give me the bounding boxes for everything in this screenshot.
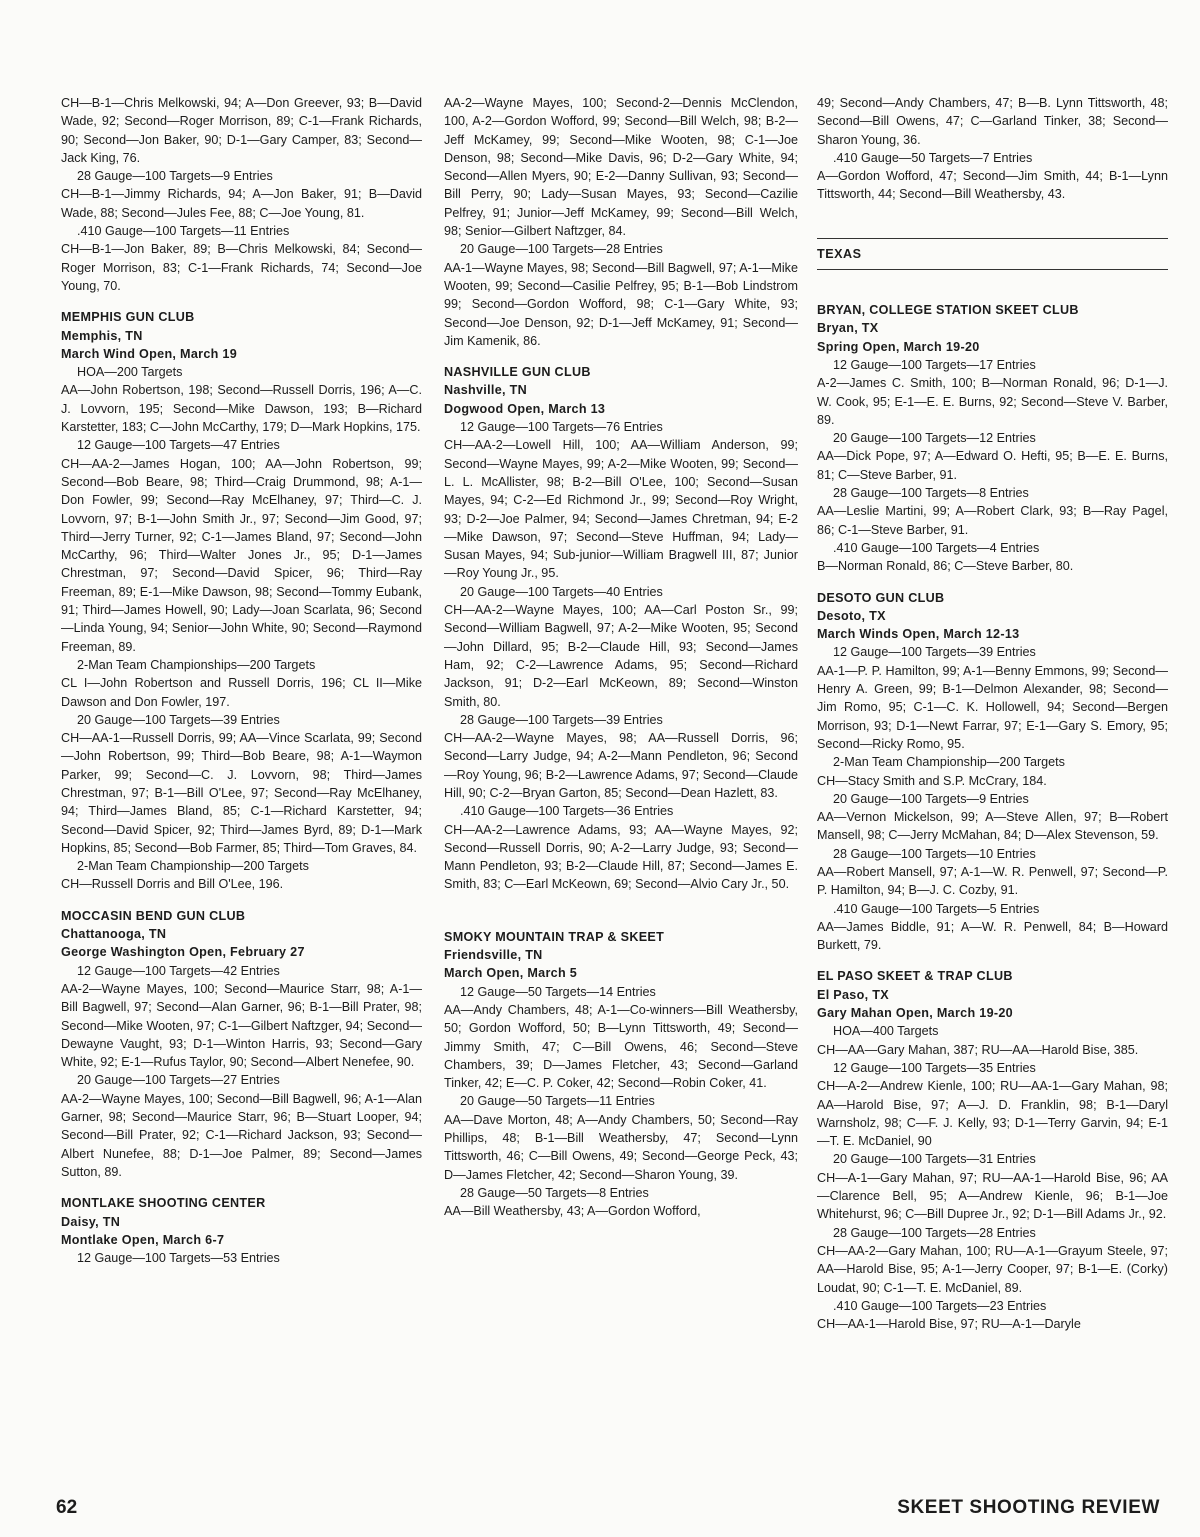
event-name: Montlake Open, March 6-7 (61, 1232, 225, 1247)
results-text: AA-1—P. P. Hamilton, 99; A-1—Benny Emmons, 99; Second—Henry A. Green, 99; B-1—Delmon Alexander, 98; Second—Jim Romo, 95; C-1—C. K. Hollowell, 94; Second—Bergen Morrison, 93; D-1—Newt Farrar, 97; E-1—Gary S. Emory, 95; Second—Ricky Romo, 95. (817, 663, 1168, 751)
event-gauge-heading: 12 Gauge—100 Targets—35 Entries (833, 1060, 1036, 1075)
event-gauge-heading: 20 Gauge—100 Targets—39 Entries (77, 712, 280, 727)
results-text: CH—AA-2—Lawrence Adams, 93; AA—Wayne Mayes, 92; Second—Russell Dorris, 90; A-2—Larry Judge, 93; Second—Mann Pendleton, 93; B-2—Claude Hill, 87; Second—James E. Smith, 83; C—Earl McKeown, 69; Second—Alvio Cary Jr., 50. (444, 822, 798, 892)
event-name: Gary Mahan Open, March 19-20 (817, 1006, 1013, 1021)
results-text: CH—AA-2—Lowell Hill, 100; AA—William Anderson, 99; Second—Wayne Mayes, 99; A-2—Mike Wooten, 99; Second—L. L. McAllister, 98; B-2—Bill O'Lee, 100; Second—Susan Mayes, 94; C-2—Ed Richmond Jr., 99; Second—Roy Wright, 93; D-2—Joe Palmer, 94; Second—James Chretman, 94; E-2—Mike Dawson, 97; Second—Steve Huffman, 94; Lady—Susan Mayes, 94; Sub-junior—William Bragwell III, 87; Junior—Roy Young Jr., 95. (444, 438, 798, 581)
event-gauge-heading: 12 Gauge—100 Targets—17 Entries (833, 357, 1036, 372)
event-gauge-heading: 20 Gauge—100 Targets—27 Entries (77, 1073, 280, 1088)
results-text: AA—Dave Morton, 48; A—Andy Chambers, 50; Second—Ray Phillips, 48; B-1—Bill Weathersby, 47; Second—Lynn Tittsworth, 46; C—Bill Owens, 49; Second—George Peck, 43; D—James Fletcher, 42; Second—Sharon Young, 39. (444, 1112, 798, 1182)
event-gauge-heading: .410 Gauge—100 Targets—36 Entries (460, 804, 674, 819)
results-text: CL I—John Robertson and Russell Dorris, 196; CL II—Mike Dawson and Don Fowler, 197. (61, 676, 422, 709)
event-gauge-heading: 28 Gauge—100 Targets—9 Entries (77, 169, 273, 184)
results-text: AA—James Biddle, 91; A—W. R. Penwell, 84; B—Howard Burkett, 79. (817, 919, 1168, 953)
event-gauge-heading: 12 Gauge—100 Targets—47 Entries (77, 438, 280, 453)
results-text: CH—B-1—Jimmy Richards, 94; A—Jon Baker, 91; B—David Wade, 88; Second—Jules Fee, 88; C—Joe Young, 81. (61, 187, 422, 220)
club-name: SMOKY MOUNTAIN TRAP & SKEET (444, 929, 665, 944)
results-text: AA—Dick Pope, 97; A—Edward O. Hefti, 95; B—E. E. Burns, 81; C—Steve Barber, 91. (817, 449, 1168, 482)
results-text: AA—Vernon Mickelson, 99; A—Steve Allen, 97; B—Robert Mansell, 98; C—Jerry McMahan, 84; D—Alex Stevenson, 59. (817, 810, 1168, 843)
results-text: AA—Andy Chambers, 48; A-1—Co-winners—Bill Weathersby, 50; Gordon Wofford, 50; B—Lynn Tittsworth, 49; Second—Jimmy Smith, 47; C—Bill Owens, 46; Second—Steve Chambers, 39; D—James Fletcher, 43; Second—Garland Tinker, 42; E—C. P. Coker, 42; Second—Robin Coker, 41. (444, 1002, 798, 1091)
event-gauge-heading: HOA—200 Targets (77, 365, 183, 380)
club-name: EL PASO SKEET & TRAP CLUB (817, 969, 1013, 984)
results-text: AA—Robert Mansell, 97; A-1—W. R. Penwell, 97; Second—P. P. Hamilton, 94; B—J. C. Cozby, 91. (817, 864, 1168, 898)
event-gauge-heading: HOA—400 Targets (833, 1024, 939, 1039)
results-text: AA—John Robertson, 198; Second—Russell Dorris, 196; A—C. J. Lovvorn, 195; Second—Mike Dawson, 193; B—Richard Karstetter, 183; C—John McCarthy, 179; D—Mark Hopkins, 175. (61, 383, 422, 435)
club-location: Friendsville, TN (444, 948, 543, 963)
column-middle (444, 94, 798, 1221)
event-gauge-heading: 28 Gauge—100 Targets—28 Entries (833, 1225, 1036, 1240)
event-gauge-heading: 12 Gauge—50 Targets—14 Entries (460, 984, 656, 999)
event-gauge-heading: 28 Gauge—100 Targets—10 Entries (833, 846, 1036, 861)
club-name: NASHVILLE GUN CLUB (444, 365, 591, 380)
results-text: A-2—James C. Smith, 100; B—Norman Ronald, 96; D-1—J. W. Cook, 95; E-1—E. E. Burns, 92; Second—Steve V. Barber, 89. (817, 376, 1168, 427)
results-text: CH—AA-1—Harold Bise, 97; RU—A-1—Daryle (817, 1317, 1081, 1332)
event-name: March Wind Open, March 19 (61, 346, 238, 361)
results-text: CH—B-1—Jon Baker, 89; B—Chris Melkowski, 84; Second—Roger Morrison, 83; C-1—Frank Richards, 74; Second—Joe Young, 70. (61, 242, 422, 293)
club-name: MOCCASIN BEND GUN CLUB (61, 908, 246, 923)
event-gauge-heading: .410 Gauge—100 Targets—11 Entries (77, 224, 290, 239)
event-name: George Washington Open, February 27 (61, 945, 305, 960)
results-text: CH—AA—Gary Mahan, 387; RU—AA—Harold Bise, 385. (817, 1042, 1139, 1057)
event-name: March Open, March 5 (444, 966, 578, 981)
event-name: March Winds Open, March 12-13 (817, 627, 1020, 642)
state-section-header: TEXAS (817, 238, 1168, 270)
event-gauge-heading: 20 Gauge—100 Targets—9 Entries (833, 791, 1029, 806)
results-text: AA-2—Wayne Mayes, 100; Second—Maurice Starr, 98; A-1—Bill Bagwell, 97; Second—Alan Garner, 96; B-1—Bill Prater, 98; Second—Mike Wooten, 97; C-1—Gilbert Naftzger, 94; Second—Dewayne Vaught, 93; D-1—Winton Harris, 93; Second—Gary White, 92; E-1—Rufus Taylor, 90; Second—Albert Nenefee, 90. (61, 981, 422, 1070)
results-text: AA—Leslie Martini, 99; A—Robert Clark, 93; B—Ray Pagel, 86; C-1—Steve Barber, 91. (817, 504, 1168, 537)
event-gauge-heading: .410 Gauge—100 Targets—5 Entries (833, 901, 1040, 916)
event-gauge-heading: 28 Gauge—100 Targets—8 Entries (833, 486, 1029, 501)
club-name: MONTLAKE SHOOTING CENTER (61, 1196, 266, 1211)
results-text: AA-2—Wayne Mayes, 100; Second-2—Dennis McClendon, 100, A-2—Gordon Wofford, 99; Second—Bill Welch, 98; B-2—Jeff McKamey, 99; Second—Mike Wooten, 98; C-1—Joe Denson, 98; Second—Mike Davis, 96; D-2—Gary White, 94; Second—Allen Myers, 90; E-2—Danny Sullivan, 93; Second—Bill Perry, 90; Lady—Susan Mayes, 93; Second—Cazilie Pelfrey, 91; Junior—Jeff McKamey, 99; Second—Bill Welch, 98; Senior—Gilbert Naftzger, 84. (444, 96, 798, 239)
results-text: B—Norman Ronald, 86; C—Steve Barber, 80. (817, 559, 1074, 574)
club-location: Memphis, TN (61, 328, 143, 343)
event-gauge-heading: 28 Gauge—100 Targets—39 Entries (460, 712, 663, 727)
results-text: AA-1—Wayne Mayes, 98; Second—Bill Bagwell, 97; A-1—Mike Wooten, 99; Second—Casilie Pelfrey, 95; B-1—Bob Lindstrom 99; Second—Gordon Wofford, 98; C-1—Gary White, 93; Second—Joe Denson, 92; D-1—Jeff McKamey, 91; Second—Jim Kamenik, 86. (444, 260, 798, 348)
event-gauge-heading: 12 Gauge—100 Targets—39 Entries (833, 645, 1036, 660)
event-gauge-heading: 12 Gauge—100 Targets—76 Entries (460, 420, 663, 435)
results-text: CH—A-2—Andrew Kienle, 100; RU—AA-1—Gary Mahan, 98; AA—Harold Bise, 97; A—J. D. Franklin, 98; B-1—Daryl Warnsholz, 98; C—F. J. Kelly, 93; D-1—Terry Garvin, 94; E-1—T. E. McDaniel, 90 (817, 1079, 1168, 1149)
event-gauge-heading: 12 Gauge—100 Targets—42 Entries (77, 963, 280, 978)
page-number: 62 (56, 1497, 78, 1518)
results-text: A—Gordon Wofford, 47; Second—Jim Smith, 44; B-1—Lynn Tittsworth, 44; Second—Bill Weathersby, 43. (817, 169, 1168, 202)
results-text: CH—Russell Dorris and Bill O'Lee, 196. (61, 877, 284, 892)
club-location: Daisy, TN (61, 1214, 121, 1229)
event-gauge-heading: 28 Gauge—50 Targets—8 Entries (460, 1185, 649, 1200)
results-text: CH—AA-2—Wayne Mayes, 98; AA—Russell Dorris, 96; Second—Larry Judge, 94; A-2—Mann Pendleton, 96; Second—Roy Young, 96; B-2—Lawrence Adams, 97; Second—Claude Hill, 90; C-2—Bryan Garton, 85; Second—Dean Hazlett, 83. (444, 731, 798, 800)
column-left (61, 94, 422, 1267)
results-text: CH—AA-2—Gary Mahan, 100; RU—A-1—Grayum Steele, 97; AA—Harold Bise, 95; A-1—Jerry Cooper, 97; B-1—E. (Corky) Loudat, 90; C-1—T. E. McDaniel, 89. (817, 1243, 1168, 1295)
results-text: CH—AA-2—James Hogan, 100; AA—John Robertson, 99; Second—Bob Beare, 98; Third—Craig Drummond, 98; A-1—Don Fowler, 99; Second—Ray McElhaney, 97; Third—C. J. Lovvorn, 97; B-1—John Smith Jr., 97; Second—Jim Good, 97; Third—Jerry Turner, 92; C-1—James Bland, 97; Second—John McCarthy, 96; Third—Walter Jones Jr., 95; D-1—James Chrestman, 97; Second—David Spicer, 96; Third—Ray Freeman, 89; E-1—Mike Dawson, 98; Second—Tommy Eubank, 91; Third—James Howell, 90; Lady—Joan Scarlata, 96; Second—Linda Young, 94; Senior—John White, 90; Second—Raymond Freeman, 89. (61, 456, 422, 654)
event-gauge-heading: .410 Gauge—50 Targets—7 Entries (833, 150, 1033, 165)
results-text: CH—AA-2—Wayne Mayes, 100; AA—Carl Poston Sr., 99; Second—William Bagwell, 97; A-2—Mike Wooten, 95; Second—John Dillard, 95; B-2—Claude Hill, 93; Second—James Ham, 92; C-2—Lawrence Adams, 95; Second—Richard Jackson, 91; D-2—Earl McKeown, 89; Second—Winston Smith, 80. (444, 603, 798, 709)
magazine-title: SKEET SHOOTING REVIEW (897, 1497, 1160, 1518)
club-location: Desoto, TX (817, 608, 886, 623)
results-text: AA-2—Wayne Mayes, 100; Second—Bill Bagwell, 96; A-1—Alan Garner, 98; Second—Maurice Starr, 96; B—Stuart Looper, 94; Second—Bill Prater, 92; C-1—Richard Jackson, 93; Second—Albert Nunefee, 88; D-1—Joe Palmer, 89; Second—James Sutton, 89. (61, 1091, 422, 1179)
results-text: CH—B-1—Chris Melkowski, 94; A—Don Greever, 93; B—David Wade, 92; Second—Roger Morrison, 89; C-1—Frank Richards, 90; Second—Jon Baker, 90; D-1—Gary Camper, 83; Second—Jack King, 76. (61, 96, 422, 165)
event-name: Dogwood Open, March 13 (444, 401, 606, 416)
event-gauge-heading: 12 Gauge—100 Targets—53 Entries (77, 1251, 280, 1266)
club-location: El Paso, TX (817, 987, 889, 1002)
club-name: MEMPHIS GUN CLUB (61, 310, 195, 325)
results-text: CH—A-1—Gary Mahan, 97; RU—AA-1—Harold Bise, 96; AA—Clarence Bell, 95; A—Andrew Kienle, 96; B-1—Joe Whitehurst, 96; C—Bill Dupree Jr., 92; D-1—Bill Adams Jr., 92. (817, 1170, 1168, 1222)
event-gauge-heading: 20 Gauge—100 Targets—28 Entries (460, 242, 663, 257)
results-text: 49; Second—Andy Chambers, 47; B—B. Lynn Tittsworth, 48; Second—Bill Owens, 47; C—Garland Tinker, 38; Second—Sharon Young, 36. (817, 96, 1168, 147)
club-location: Chattanooga, TN (61, 927, 167, 942)
column-right (817, 94, 1168, 1333)
event-gauge-heading: 20 Gauge—50 Targets—11 Entries (460, 1094, 655, 1109)
club-location: Nashville, TN (444, 383, 527, 398)
event-name: Spring Open, March 19-20 (817, 339, 980, 354)
event-gauge-heading: 20 Gauge—100 Targets—40 Entries (460, 584, 663, 599)
club-location: Bryan, TX (817, 321, 879, 336)
event-gauge-heading: 20 Gauge—100 Targets—31 Entries (833, 1152, 1036, 1167)
event-gauge-heading: 2-Man Team Championship—200 Targets (77, 859, 309, 874)
event-gauge-heading: .410 Gauge—100 Targets—23 Entries (833, 1298, 1047, 1313)
event-gauge-heading: 20 Gauge—100 Targets—12 Entries (833, 431, 1036, 446)
event-gauge-heading: 2-Man Team Championship—200 Targets (833, 755, 1065, 770)
results-text: CH—Stacy Smith and S.P. McCrary, 184. (817, 773, 1047, 788)
event-gauge-heading: .410 Gauge—100 Targets—4 Entries (833, 540, 1040, 555)
results-text: CH—AA-1—Russell Dorris, 99; AA—Vince Scarlata, 99; Second—John Robertson, 99; Third—Bob Beare, 98; A-1—Waymon Parker, 99; Second—C. J. Lovvorn, 98; Third—James Chrestman, 97; B-1—Bill O'Lee, 97; Second—Ray McElhaney, 94; Third—James Bland, 85; C-1—Richard Karstetter, 94; Second—David Spicer, 92; Third—James Byrd, 89; D-1—Mark Hopkins, 85; Second—Bob Farmer, 85; Third—Tom Graves, 84. (61, 731, 422, 855)
club-name: BRYAN, COLLEGE STATION SKEET CLUB (817, 303, 1079, 318)
club-name: DESOTO GUN CLUB (817, 590, 945, 605)
event-gauge-heading: 2-Man Team Championships—200 Targets (77, 657, 316, 672)
results-text: AA—Bill Weathersby, 43; A—Gordon Wofford, (444, 1204, 701, 1219)
